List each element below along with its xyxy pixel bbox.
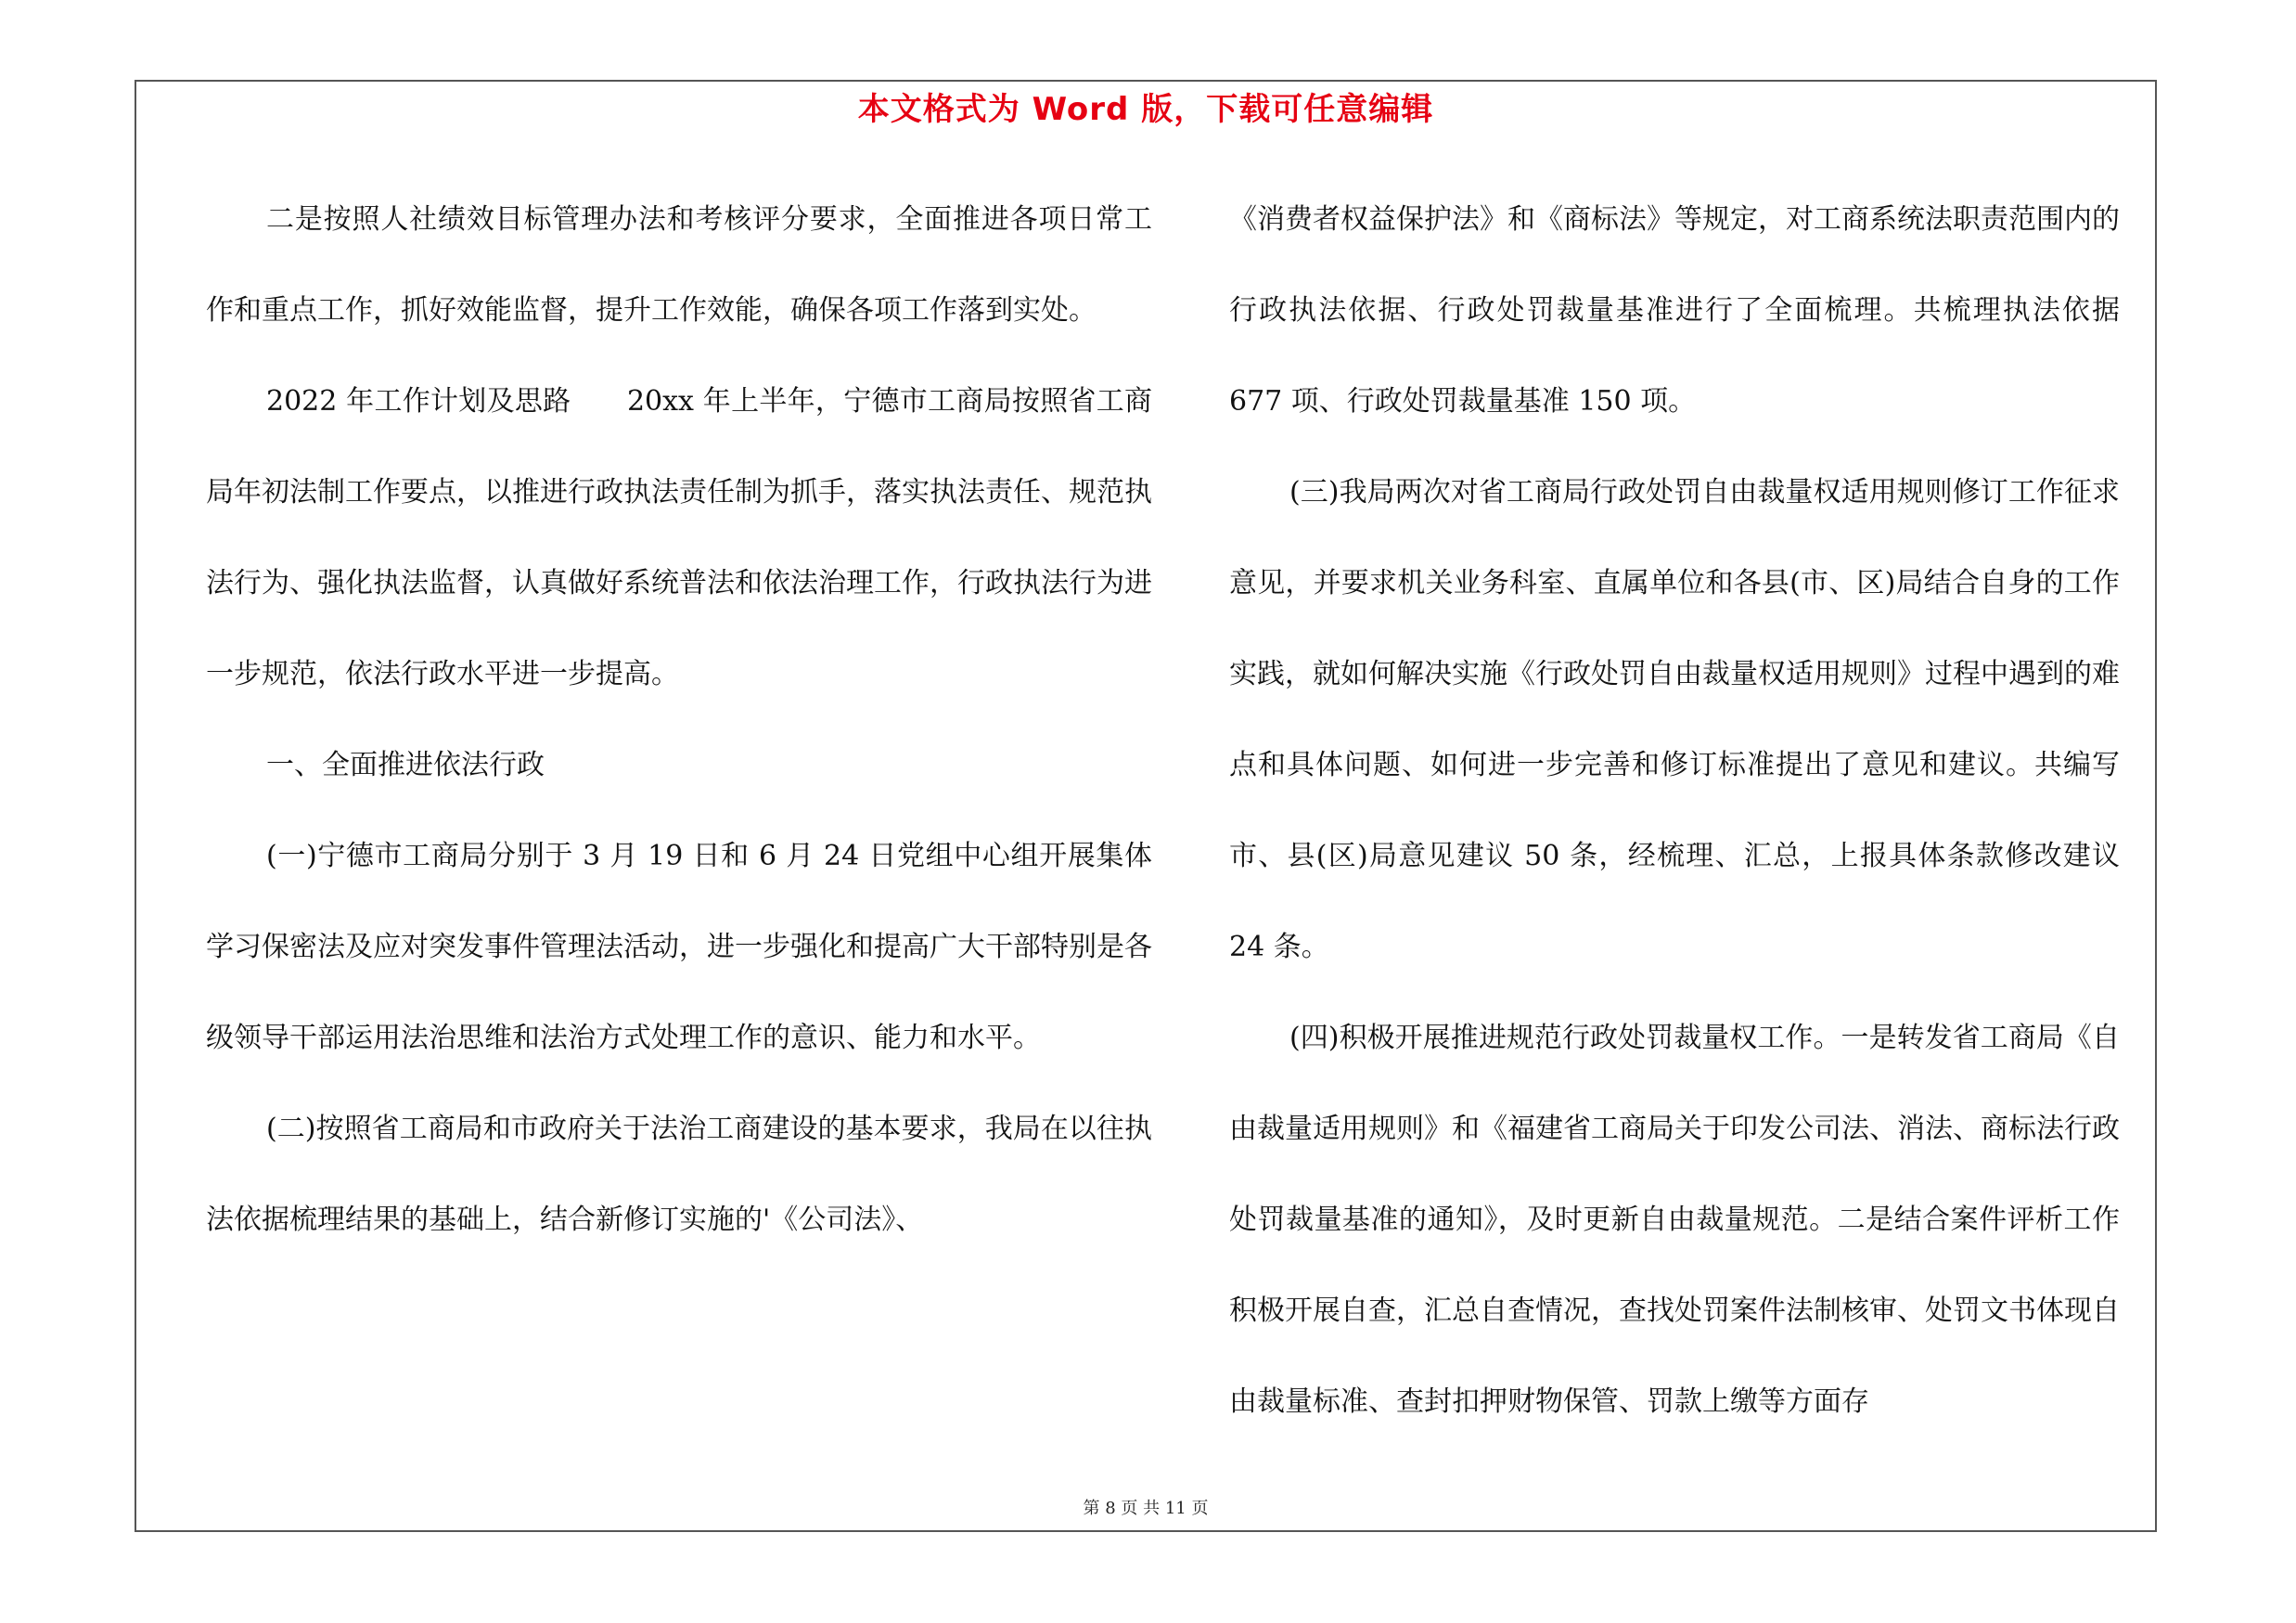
paragraph: 二是按照人社绩效目标管理办法和考核评分要求，全面推进各项日常工作和重点工作，抓好效能监督，提升工作效能，确保各项工作落到实处。 — [206, 203, 1152, 327]
left-column — [206, 174, 1152, 1266]
right-column — [1229, 174, 2120, 1448]
paragraph-continued: 《消费者权益保护法》和《商标法》等规定，对工商系统法职责范围内的行政执法依据、行政处罚裁量基准进行了全面梳理。共梳理执法依据 677 项、行政处罚裁量基准 150 项。 — [1229, 203, 2120, 418]
paragraph: (一)宁德市工商局分别于 3 月 19 日和 6 月 24 日党组中心组开展集体学习保密法及应对突发事件管理法活动，进一步强化和提高广大干部特别是各级领导干部运用法治思维和法治方式处理工作的意识、能力和水平。 — [206, 840, 1152, 1054]
paragraph: (三)我局两次对省工商局行政处罚自由裁量权适用规则修订工作征求意见，并要求机关业务科室、直属单位和各县(市、区)局结合自身的工作实践，就如何解决实施《行政处罚自由裁量权适用规则》过程中遇到的难点和具体问题、如何进一步完善和修订标准提出了意见和建议。共编写市、县(区)局意见建议 50 条，经梳理、汇总，上报具体条款修改建议 24 条。 — [1229, 476, 2120, 963]
paragraph: 2022 年工作计划及思路 20xx 年上半年，宁德市工商局按照省工商局年初法制工作要点，以推进行政执法责任制为抓手，落实执法责任、规范执法行为、强化执法监督，认真做好系统普法和依法治理工作，行政执法行为进一步规范，依法行政水平进一步提高。 — [206, 385, 1152, 690]
page-number: 第 8 页 共 11 页 — [1083, 1499, 1209, 1518]
paragraph: (二)按照省工商局和市政府关于法治工商建设的基本要求，我局在以往执法依据梳理结果的基础上，结合新修订实施的'《公司法》、 — [206, 1113, 1152, 1236]
paragraph: (四)积极开展推进规范行政处罚裁量权工作。一是转发省工商局《自由裁量适用规则》和《福建省工商局关于印发公司法、消法、商标法行政处罚裁量基准的通知》，及时更新自由裁量规范。二是结合案件评析工作积极开展自查，汇总自查情况，查找处罚案件法制核审、处罚文书体现自由裁量标准、查封扣押财物保管、罚款上缴等方面存 — [1229, 1022, 2120, 1418]
format-banner: 本文格式为 Word 版，下载可任意编辑 — [857, 91, 1434, 128]
document-page — [135, 80, 2157, 1532]
section-heading: 一、全面推进依法行政 — [266, 749, 545, 781]
